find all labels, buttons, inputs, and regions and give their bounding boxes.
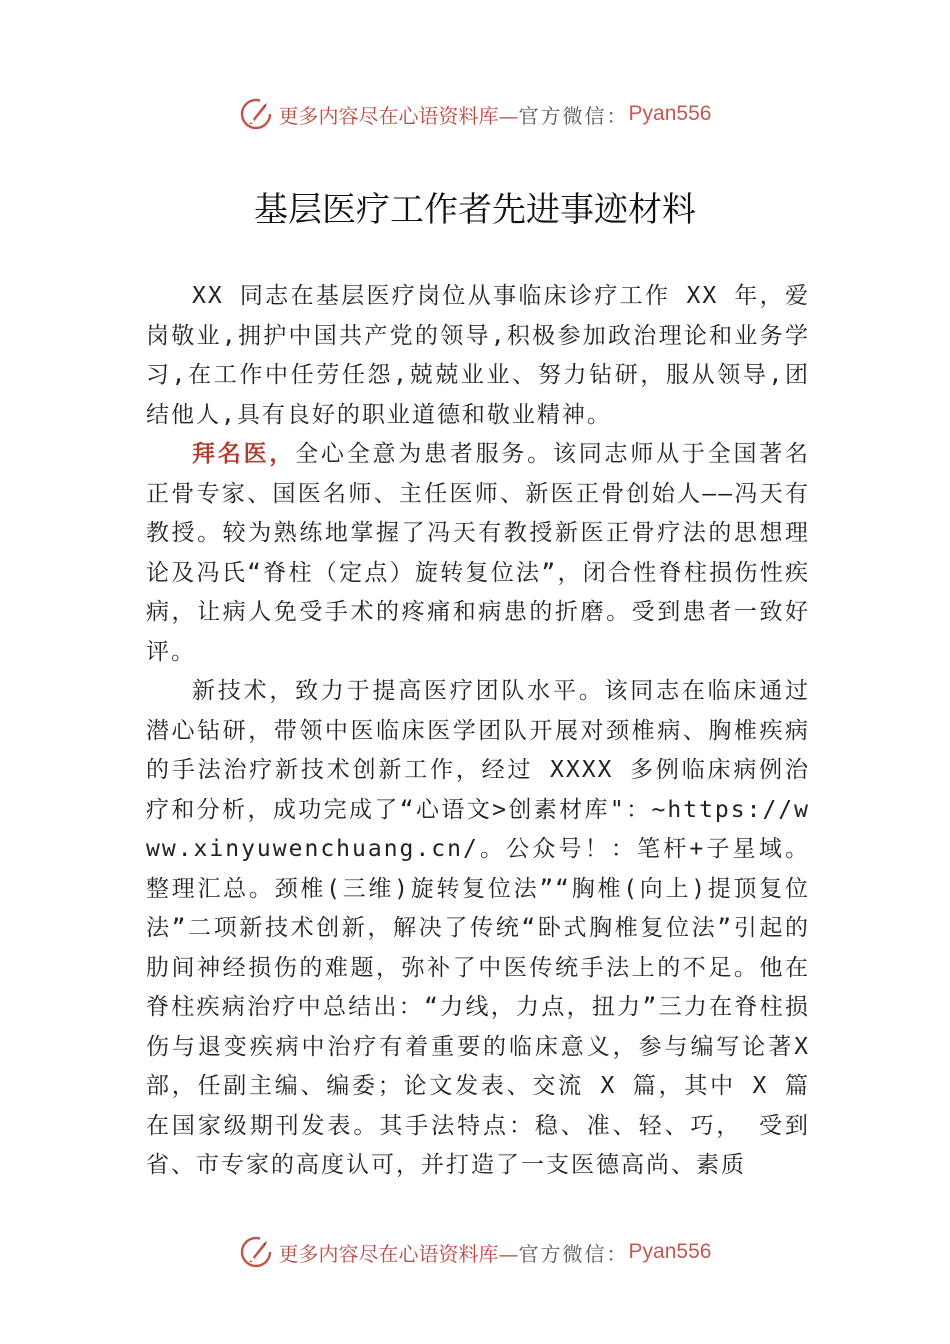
paragraph-3 (146, 672, 810, 1186)
paragraph-1 (146, 277, 810, 435)
paragraph-2 (146, 435, 810, 672)
paragraph-1-text: XX 同志在基层医疗岗位从事临床诊疗工作 XX 年，爱岗敬业,拥护中国共产党的领导,积极参加政治理论和业务学习,在工作中任劳任怨,兢兢业业、努力钻研，服从领导,团结他人,具有良好的职业道德和敬业精神。 (146, 283, 810, 428)
banner-wechat-id: Pyan556 (628, 102, 712, 125)
paragraph-3-text: 新技术，致力于提高医疗团队水平。该同志在临床通过潜心钻研，带领中医临床医学团队开展对颈椎病、胸椎疾病的手法治疗新技术创新工作，经过 XXXX 多例临床病例治疗和分析，成功完成了“心语文>创素材库"：~https://www.xinyuwenchuang.cn/。公众号！：笔杆+子星域。整理汇总。颈椎(三维)旋转复位法”“胸椎(向上)提顶复位法”二项新技术创新，解决了传统“卧式胸椎复位法”引起的肋间神经损伤的难题，弥补了中医传统手法上的不足。他在脊柱疾病治疗中总结出：“力线，力点，扭力”三力在脊柱损伤与退变疾病中治疗有着重要的临床意义，参与编写论著X 部，任副主编、编委；论文发表、交流 X 篇，其中 X 篇在国家级期刊发表。其手法特点：稳、准、轻、巧， 受到省、市专家的高度认可，并打造了一支医德高尚、素质 (146, 678, 810, 1178)
banner-wechat-label: 官方微信： (518, 103, 629, 128)
paragraph-2-lead: 拜名医， (192, 441, 296, 467)
quill-logo-icon (239, 1235, 273, 1269)
footer-banner (0, 1232, 950, 1272)
document-body (146, 277, 810, 1186)
document-title: 基层医疗工作者先进事迹材料 (254, 190, 696, 230)
footer-wechat-id: Pyan556 (628, 1240, 712, 1263)
quill-logo-icon (239, 97, 273, 131)
footer-slogan: 更多内容尽在心语资料库— (278, 1241, 519, 1266)
banner-slogan: 更多内容尽在心语资料库— (278, 103, 519, 128)
paragraph-2-text: 全心全意为患者服务。该同志师从于全国著名正骨专家、国医名师、主任医师、新医正骨创始人——冯天有教授。较为熟练地掌握了冯天有教授新医正骨疗法的思想理论及冯氏“脊柱（定点）旋转复位法”，闭合性脊柱损伤性疾病，让病人免受手术的疼痛和病患的折磨。受到患者一致好评。 (146, 441, 811, 665)
footer-wechat-label: 官方微信： (518, 1241, 629, 1266)
header-banner (0, 94, 950, 134)
